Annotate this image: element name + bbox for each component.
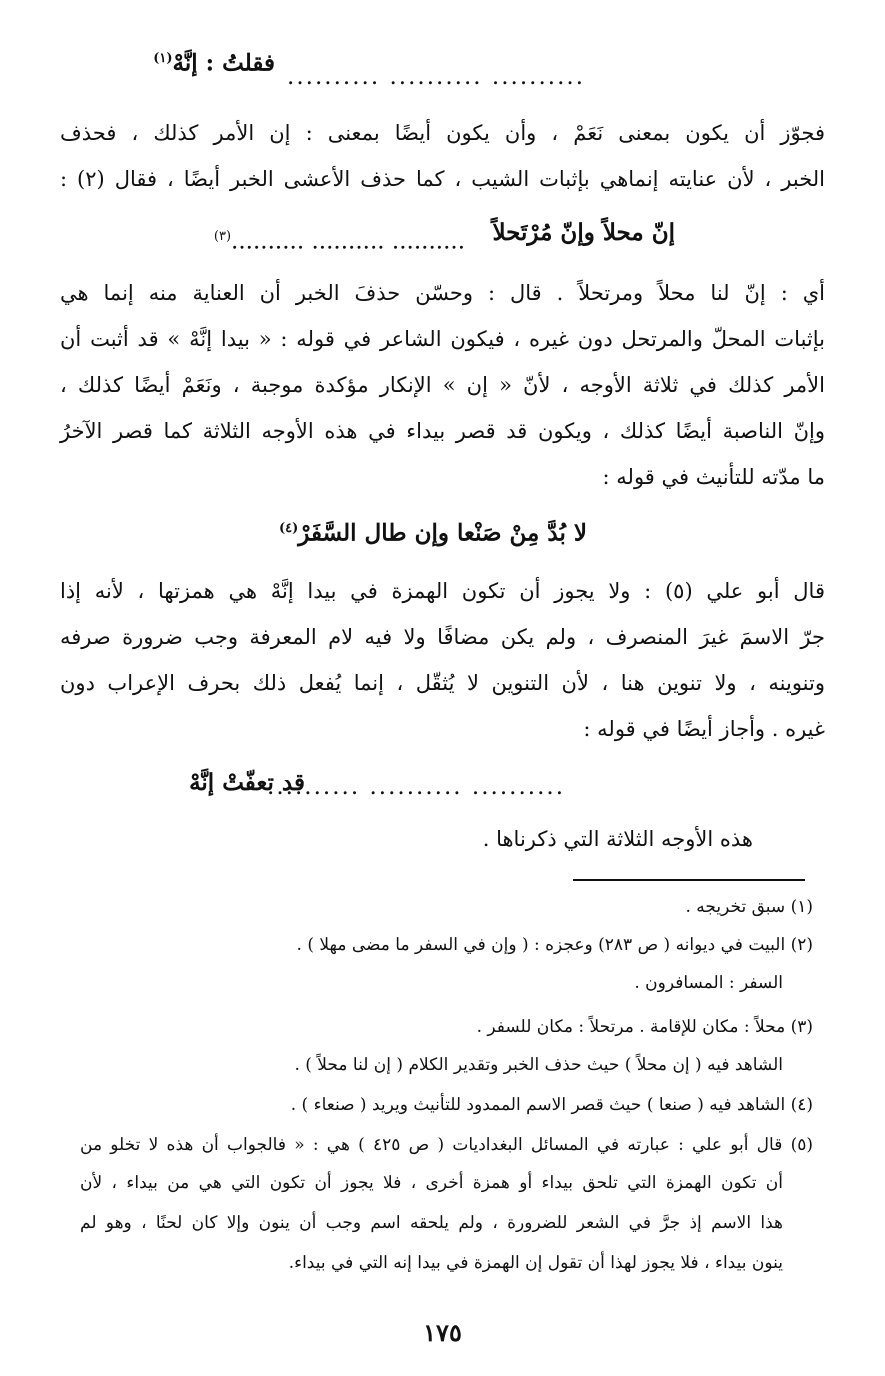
footnote-divider: [573, 879, 805, 881]
verse-2-dots: [214, 220, 465, 259]
footnote-5-line-4: ينون بيداء ، فلا يجوز لهذا أن تقول إن الهمزة في بيدا إنه التي في بيداء.: [288, 1253, 783, 1273]
verse-4-dots: .......... .......... ..........: [267, 774, 565, 800]
footnote-5-line-3: هذا الاسم إذ جرَّ في الشعر للضرورة ، ولم يلحقه اسم وجب أن ينون وإلا كان لحنًا ، وهو لم: [80, 1213, 783, 1233]
para1-line-1: فجوّز أن يكون بمعنى نَعَمْ ، وأن يكون أيضًا بمعنى : إن الأمر كذلك ، فحذف: [60, 121, 825, 145]
footnote-2b: السفر : المسافرون .: [634, 973, 783, 993]
para4-line: هذه الأوجه الثلاثة التي ذكرناها .: [482, 827, 753, 851]
verse-2: [492, 216, 675, 250]
footnote-4: (٤) الشاهد فيه ( صنعا ) حيث قصر الاسم الممدود للتأنيث ويريد ( صنعاء ) .: [290, 1095, 813, 1115]
page-number: ١٧٥: [423, 1318, 462, 1347]
verse-1-note: (١): [153, 51, 173, 66]
para2-line-4: وإنّ الناصبة أيضًا كذلك ، ويكون قد قصر بيداء في هذه الأوجه الثلاثة كما قصر الآخرُ: [60, 419, 825, 443]
para1-line-2: الخبر ، لأن عنايته إنماهي بإثبات الشيب ، كما حذف الأعشى الخبر أيضًا ، فقال (٢) :: [60, 167, 825, 191]
footnote-1: (١) سبق تخريجه .: [685, 897, 813, 917]
para2-line-5: ما مدّته للتأنيث في قوله :: [602, 465, 825, 489]
footnote-3b: الشاهد فيه ( إن محلاً ) حيث حذف الخبر وتقدير الكلام ( إن لنا محلاً ) .: [294, 1055, 783, 1075]
para3-line-1: قال أبو علي (٥) : ولا يجوز أن تكون الهمزة في بيدا إنَّهْ هي همزتها ، لأنه إذا: [60, 579, 825, 603]
para2-line-2: بإثبات المحلّ والمرتحل دون غيره ، فيكون الشاعر في قوله : « بيدا إنَّهْ » قد أثبت أن: [60, 327, 825, 351]
verse-3-text: لا بُدَّ مِنْ صَنْعا وإن طال السَّفَرْ: [298, 519, 587, 547]
para2-line-3: الأمر كذلك في ثلاثة الأوجه ، لأنّ « إن » الإنكار مؤكدة موجبة ، ونَعَمْ أيضًا كذلك ،: [60, 373, 825, 397]
verse-1-dots: .......... .......... ..........: [287, 64, 585, 90]
verse-2-dots-text: .......... .......... ..........: [231, 228, 465, 255]
para3-line-2: جرّ الاسمَ غيرَ المنصرف ، ولم يكن مضافًا ولا فيه لام المعرفة وجب ضرورة صرفه: [60, 625, 825, 649]
verse-2-note: (٣): [213, 229, 232, 244]
para3-line-4: غيره . وأجاز أيضًا في قوله :: [583, 717, 825, 741]
footnote-5-line-1: (٥) قال أبو علي : عبارته في المسائل البغداديات ( ص ٤٢٥ ) هي : « فالجواب أن هذه لا تخلو من: [80, 1135, 813, 1155]
verse-3: [279, 512, 587, 551]
verse-3-note: (٤): [279, 521, 299, 536]
footnote-3: (٣) محلاً : مكان للإقامة . مرتحلاً : مكان للسفر .: [476, 1017, 813, 1037]
verse-1-text: فقلتُ : إنَّهْ: [172, 49, 275, 77]
para2-line-1: أي : إنّ لنا محلاً ومرتحلاً . قال : وحسّن حذفَ الخبر أن العناية منه إنما هي: [60, 281, 825, 305]
verse-2-text: إنّ محلاً وإنّ مُرْتَحلاً: [492, 219, 675, 246]
para3-line-3: وتنوينه ، ولا تنوين هنا ، لأن التنوين لا يُثقّل ، إنما يُفعل ذلك بحرف الإعراب دون: [60, 671, 825, 695]
verse-4-text: قد تعفّتْ إنَّهْ: [189, 769, 305, 796]
footnote-5-line-2: أن تكون الهمزة التي تلحق بيداء أو همزة أخرى ، فلا يجوز أن تكون التي هي من بيداء ، لأن: [80, 1173, 783, 1193]
footnote-2: (٢) البيت في ديوانه ( ص ٢٨٣) وعجزه : ( وإن في السفر ما مضى مهلا ) .: [296, 935, 813, 955]
verse-1: [153, 42, 275, 81]
